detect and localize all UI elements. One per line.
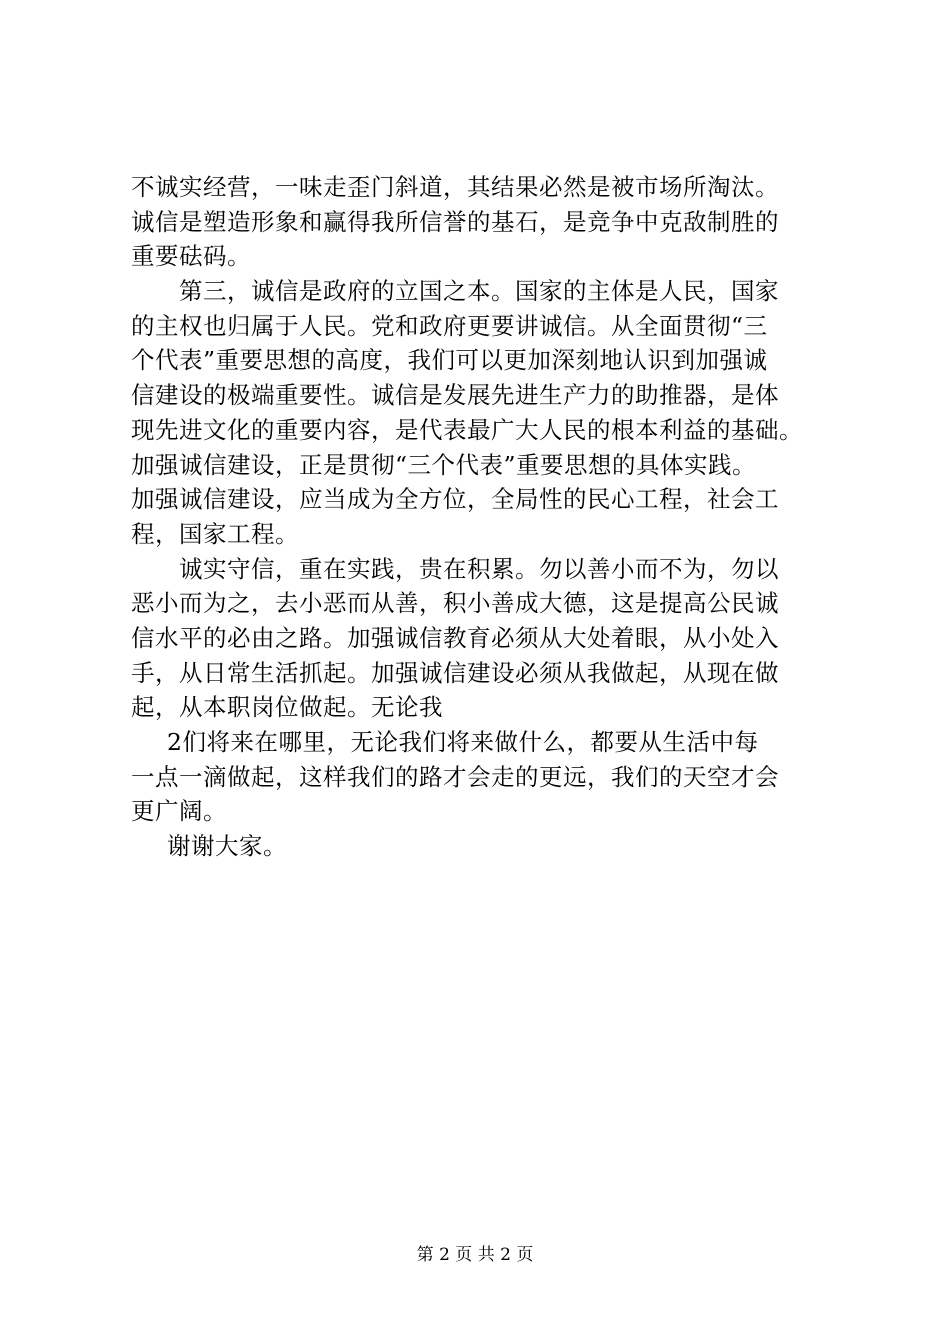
text-line: 更广阔。: [131, 797, 227, 826]
text-line: 2们将来在哪里，无论我们将来做什么，都要从生活中每: [167, 728, 759, 756]
text-line: 个代表”重要思想的高度，我们可以更加深刻地认识到加强诚: [131, 346, 768, 375]
text-line: 信建设的极端重要性。诚信是发展先进生产力的助推器，是体: [131, 381, 779, 410]
text-line: 恶小而为之，去小恶而从善，积小善成大德，这是提高公民诚: [131, 589, 779, 618]
text-line: 现先进文化的重要内容，是代表最广大人民的根本利益的基础。: [131, 415, 803, 444]
text-line: 加强诚信建设，正是贯彻“三个代表”重要思想的具体实践。: [131, 450, 757, 479]
text-line: 的主权也归属于人民。党和政府更要讲诚信。从全面贯彻“三: [131, 311, 768, 340]
document-body: [131, 170, 831, 864]
text-line: 重要砝码。: [131, 242, 251, 271]
text-line: 第三，诚信是政府的立国之本。国家的主体是人民，国家: [179, 277, 779, 306]
paragraph-3: [131, 552, 831, 725]
paragraph-4: [131, 725, 831, 829]
text-line: 一点一滴做起，这样我们的路才会走的更远，我们的天空才会: [131, 762, 779, 791]
text-line: 信水平的必由之路。加强诚信教育必须从大处着眼，从小处入: [131, 623, 779, 652]
text-line: 手，从日常生活抓起。加强诚信建设必须从我做起，从现在做: [131, 658, 779, 687]
paragraph-2: [131, 274, 831, 552]
text-line: 程，国家工程。: [131, 519, 299, 548]
text-line: 诚信是塑造形象和赢得我所信誉的基石，是竞争中克敌制胜的: [131, 207, 779, 236]
text-line: 不诚实经营，一味走歪门斜道，其结果必然是被市场所淘汰。: [131, 173, 779, 201]
page-footer: 第 2 页 共 2 页: [416, 1245, 534, 1265]
paragraph-5: [131, 829, 831, 864]
text-line: 诚实守信，重在实践，贵在积累。勿以善小而不为，勿以: [179, 554, 779, 583]
text-line: 谢谢大家。: [167, 832, 287, 861]
paragraph-1: [131, 170, 831, 274]
text-line: 起，从本职岗位做起。无论我: [131, 693, 443, 722]
text-line: 加强诚信建设，应当成为全方位，全局性的民心工程，社会工: [131, 485, 779, 514]
